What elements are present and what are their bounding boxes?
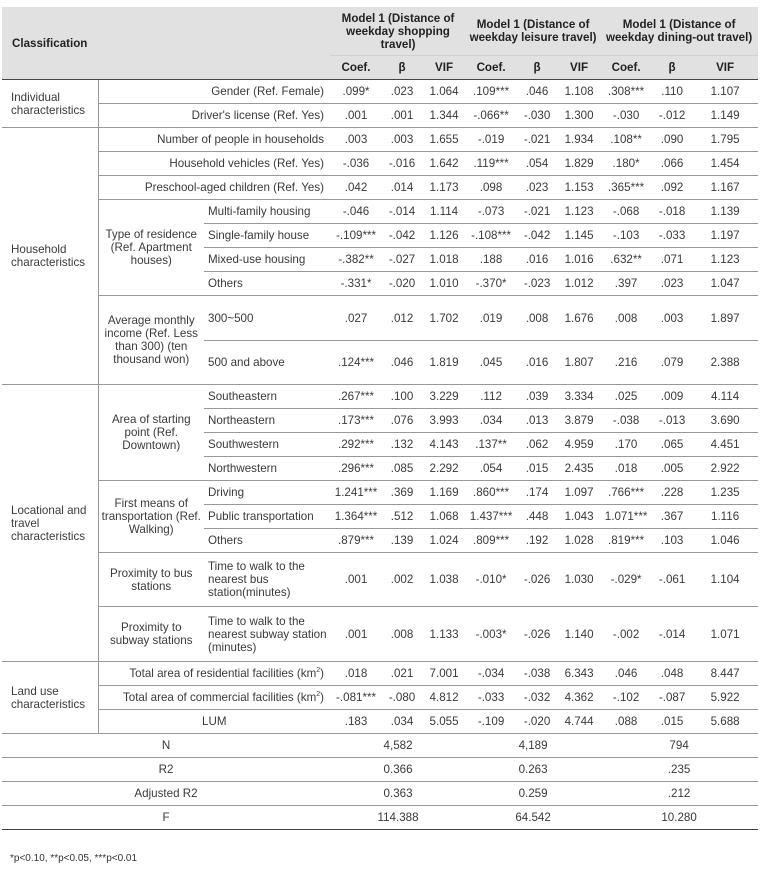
coef-cell: .001 xyxy=(330,553,382,607)
vif-cell: 2.388 xyxy=(692,341,758,385)
beta-cell: .174 xyxy=(516,481,558,505)
vif-cell: 1.028 xyxy=(558,529,600,553)
beta-cell: .054 xyxy=(516,152,558,176)
coef-cell: -.066** xyxy=(466,104,516,128)
unit-suffix: ) xyxy=(320,691,325,704)
vif-cell: 5.688 xyxy=(692,710,758,734)
coef-cell: -.109*** xyxy=(330,224,382,248)
row-label: Gender (Ref. Female) xyxy=(98,80,330,104)
vif-cell: 7.001 xyxy=(422,662,466,686)
group-locational: Locational and travel characteristics xyxy=(2,385,98,662)
vif-cell: 1.173 xyxy=(422,176,466,200)
row-label: Multi-family housing xyxy=(204,200,330,224)
coef-cell: -.331* xyxy=(330,272,382,296)
stat-value: .235 xyxy=(600,758,758,782)
beta-cell: .079 xyxy=(652,341,692,385)
coef-cell: -.370* xyxy=(466,272,516,296)
beta-cell: .046 xyxy=(382,341,422,385)
table-row xyxy=(2,152,758,176)
coef-cell: .119*** xyxy=(466,152,516,176)
coef-cell: .018 xyxy=(600,457,652,481)
beta-cell: .039 xyxy=(516,385,558,409)
beta-cell: .085 xyxy=(382,457,422,481)
stat-value: 794 xyxy=(600,734,758,758)
row-label: Household vehicles (Ref. Yes) xyxy=(98,152,330,176)
coef-cell: .034 xyxy=(466,409,516,433)
group-individual: Individual characteristics xyxy=(2,80,98,128)
vif-cell: 1.454 xyxy=(692,152,758,176)
vif-cell: 1.097 xyxy=(558,481,600,505)
beta-header: β xyxy=(382,56,422,80)
coef-cell: .879*** xyxy=(330,529,382,553)
coef-cell: 1.241*** xyxy=(330,481,382,505)
row-label: Time to walk to the nearest bus station(minutes) xyxy=(204,553,330,607)
row-label: Southwestern xyxy=(204,433,330,457)
vif-cell: 1.030 xyxy=(558,553,600,607)
table-row xyxy=(2,481,758,505)
beta-cell: .015 xyxy=(516,457,558,481)
subgroup-bus-proximity: Proximity to bus stations xyxy=(98,553,204,607)
stat-value: 4,582 xyxy=(330,734,466,758)
coef-cell: .025 xyxy=(600,385,652,409)
beta-cell: .008 xyxy=(516,296,558,341)
stats-row xyxy=(2,734,758,758)
beta-cell: -.014 xyxy=(382,200,422,224)
coef-cell: .045 xyxy=(466,341,516,385)
subgroup-area: Area of starting point (Ref. Downtown) xyxy=(98,385,204,481)
vif-cell: 1.046 xyxy=(692,529,758,553)
vif-cell: 4.812 xyxy=(422,686,466,710)
vif-cell: 1.047 xyxy=(692,272,758,296)
coef-cell: -.382** xyxy=(330,248,382,272)
beta-cell: -.014 xyxy=(652,607,692,662)
vif-cell: 1.024 xyxy=(422,529,466,553)
vif-cell: 1.123 xyxy=(558,200,600,224)
significance-note: *p<0.10, **p<0.05, ***p<0.01 xyxy=(10,853,138,864)
coef-cell: 1.071*** xyxy=(600,505,652,529)
vif-cell: 1.145 xyxy=(558,224,600,248)
coef-header: Coef. xyxy=(330,56,382,80)
beta-cell: .065 xyxy=(652,433,692,457)
beta-cell: .132 xyxy=(382,433,422,457)
coef-cell: .397 xyxy=(600,272,652,296)
row-label: Mixed-use housing xyxy=(204,248,330,272)
beta-cell: -.027 xyxy=(382,248,422,272)
vif-cell: 2.435 xyxy=(558,457,600,481)
vif-cell: 6.343 xyxy=(558,662,600,686)
regression-results-table xyxy=(2,7,758,830)
vif-cell: 1.235 xyxy=(692,481,758,505)
stat-value: 0.363 xyxy=(330,782,466,806)
coef-cell: .183 xyxy=(330,710,382,734)
beta-cell: .448 xyxy=(516,505,558,529)
row-label: Southeastern xyxy=(204,385,330,409)
stat-value: 4,189 xyxy=(466,734,600,758)
vif-cell: 1.197 xyxy=(692,224,758,248)
coef-header: Coef. xyxy=(466,56,516,80)
vif-cell: 1.897 xyxy=(692,296,758,341)
vif-cell: 3.690 xyxy=(692,409,758,433)
row-label: 300~500 xyxy=(204,296,330,341)
vif-cell: 1.829 xyxy=(558,152,600,176)
coef-cell: .098 xyxy=(466,176,516,200)
coef-cell: -.002 xyxy=(600,607,652,662)
row-label: Public transportation xyxy=(204,505,330,529)
vif-cell: 1.038 xyxy=(422,553,466,607)
beta-cell: .016 xyxy=(516,248,558,272)
vif-cell: 1.068 xyxy=(422,505,466,529)
beta-cell: .023 xyxy=(652,272,692,296)
coef-cell: -.068 xyxy=(600,200,652,224)
beta-cell: .139 xyxy=(382,529,422,553)
coef-cell: .180* xyxy=(600,152,652,176)
beta-cell: .012 xyxy=(382,296,422,341)
beta-cell: -.026 xyxy=(516,607,558,662)
vif-cell: 1.819 xyxy=(422,341,466,385)
beta-cell: .090 xyxy=(652,128,692,152)
vif-cell: 4.114 xyxy=(692,385,758,409)
beta-cell: .369 xyxy=(382,481,422,505)
table-row xyxy=(2,176,758,200)
beta-cell: .016 xyxy=(516,341,558,385)
beta-cell: -.020 xyxy=(516,710,558,734)
vif-cell: 3.229 xyxy=(422,385,466,409)
vif-cell: 3.334 xyxy=(558,385,600,409)
beta-cell: -.012 xyxy=(652,104,692,128)
coef-cell: .001 xyxy=(330,104,382,128)
beta-cell: -.033 xyxy=(652,224,692,248)
stat-label: R2 xyxy=(2,758,330,782)
vif-cell: 1.123 xyxy=(692,248,758,272)
beta-cell: .228 xyxy=(652,481,692,505)
vif-cell: 1.167 xyxy=(692,176,758,200)
beta-header: β xyxy=(516,56,558,80)
row-label: Time to walk to the nearest subway station (minutes) xyxy=(204,607,330,662)
row-label: 500 and above xyxy=(204,341,330,385)
table-row xyxy=(2,104,758,128)
row-label: Total area of residential facilities $(km^2)$ xyxy=(98,662,330,686)
beta-cell: .110 xyxy=(652,80,692,104)
vif-header: VIF xyxy=(558,56,600,80)
coef-cell: .170 xyxy=(600,433,652,457)
coef-cell: -.081*** xyxy=(330,686,382,710)
stats-row xyxy=(2,758,758,782)
beta-cell: .076 xyxy=(382,409,422,433)
beta-cell: -.032 xyxy=(516,686,558,710)
vif-cell: 2.292 xyxy=(422,457,466,481)
coef-cell: -.034 xyxy=(466,662,516,686)
vif-cell: 1.149 xyxy=(692,104,758,128)
beta-cell: .192 xyxy=(516,529,558,553)
beta-cell: .100 xyxy=(382,385,422,409)
table-row xyxy=(2,200,758,224)
beta-cell: -.021 xyxy=(516,128,558,152)
beta-cell: .103 xyxy=(652,529,692,553)
beta-cell: .023 xyxy=(382,80,422,104)
table-row xyxy=(2,80,758,104)
coef-cell: -.003* xyxy=(466,607,516,662)
beta-cell: .367 xyxy=(652,505,692,529)
coef-cell: .001 xyxy=(330,607,382,662)
beta-cell: .092 xyxy=(652,176,692,200)
row-label: Northeastern xyxy=(204,409,330,433)
coef-cell: -.046 xyxy=(330,200,382,224)
table-row xyxy=(2,662,758,686)
table-row xyxy=(2,553,758,607)
vif-cell: 1.133 xyxy=(422,607,466,662)
stat-value: 114.388 xyxy=(330,806,466,830)
beta-cell: -.061 xyxy=(652,553,692,607)
coef-cell: -.109 xyxy=(466,710,516,734)
stat-value: 10.280 xyxy=(600,806,758,830)
vif-cell: 1.114 xyxy=(422,200,466,224)
vif-cell: 1.153 xyxy=(558,176,600,200)
vif-cell: 5.922 xyxy=(692,686,758,710)
vif-cell: 1.018 xyxy=(422,248,466,272)
model-shopping-header: Model 1 (Distance of weekday shopping travel) xyxy=(330,7,466,56)
beta-cell: -.038 xyxy=(516,662,558,686)
stat-label: N xyxy=(2,734,330,758)
classification-header: Classification xyxy=(2,7,330,80)
coef-cell: -.036 xyxy=(330,152,382,176)
vif-cell: 1.934 xyxy=(558,128,600,152)
beta-cell: .015 xyxy=(652,710,692,734)
vif-cell: 1.140 xyxy=(558,607,600,662)
group-landuse: Land use characteristics xyxy=(2,662,98,734)
coef-cell: .188 xyxy=(466,248,516,272)
beta-cell: .009 xyxy=(652,385,692,409)
coef-cell: .308*** xyxy=(600,80,652,104)
beta-cell: .071 xyxy=(652,248,692,272)
coef-cell: -.073 xyxy=(466,200,516,224)
subgroup-transport: First means of transportation (Ref. Walking) xyxy=(98,481,204,553)
vif-cell: 2.922 xyxy=(692,457,758,481)
coef-cell: .809*** xyxy=(466,529,516,553)
coef-cell: .003 xyxy=(330,128,382,152)
beta-header: β xyxy=(652,56,692,80)
vif-cell: 1.655 xyxy=(422,128,466,152)
beta-cell: .008 xyxy=(382,607,422,662)
coef-cell: .292*** xyxy=(330,433,382,457)
row-label: Preschool-aged children (Ref. Yes) xyxy=(98,176,330,200)
vif-cell: 1.064 xyxy=(422,80,466,104)
beta-cell: .013 xyxy=(516,409,558,433)
vif-cell: 1.807 xyxy=(558,341,600,385)
coef-cell: -.033 xyxy=(466,686,516,710)
beta-cell: .023 xyxy=(516,176,558,200)
row-label: Driving xyxy=(204,481,330,505)
vif-cell: 1.139 xyxy=(692,200,758,224)
beta-cell: .001 xyxy=(382,104,422,128)
stats-row xyxy=(2,806,758,830)
row-label: Number of people in households xyxy=(98,128,330,152)
vif-cell: 1.104 xyxy=(692,553,758,607)
coef-cell: -.108*** xyxy=(466,224,516,248)
model-leisure-header: Model 1 (Distance of weekday leisure travel) xyxy=(466,7,600,56)
coef-cell: .137** xyxy=(466,433,516,457)
model-dining-header: Model 1 (Distance of weekday dining-out travel) xyxy=(600,7,758,56)
coef-cell: .216 xyxy=(600,341,652,385)
vif-cell: 4.744 xyxy=(558,710,600,734)
coef-cell: .819*** xyxy=(600,529,652,553)
stat-value: .212 xyxy=(600,782,758,806)
vif-cell: 1.126 xyxy=(422,224,466,248)
vif-cell: 1.108 xyxy=(558,80,600,104)
beta-cell: -.042 xyxy=(516,224,558,248)
coef-cell: .109*** xyxy=(466,80,516,104)
subgroup-income: Average monthly income (Ref. Less than 300) (ten thousand won) xyxy=(98,296,204,385)
vif-header: VIF xyxy=(422,56,466,80)
beta-cell: .062 xyxy=(516,433,558,457)
vif-cell: 3.993 xyxy=(422,409,466,433)
table-row xyxy=(2,128,758,152)
subgroup-subway-proximity: Proximity to subway stations xyxy=(98,607,204,662)
coef-cell: .267*** xyxy=(330,385,382,409)
vif-cell: 1.169 xyxy=(422,481,466,505)
vif-cell: 1.116 xyxy=(692,505,758,529)
beta-cell: .003 xyxy=(652,296,692,341)
coef-cell: .112 xyxy=(466,385,516,409)
coef-cell: .088 xyxy=(600,710,652,734)
beta-cell: .066 xyxy=(652,152,692,176)
stat-value: 0.263 xyxy=(466,758,600,782)
vif-cell: 1.642 xyxy=(422,152,466,176)
coef-cell: .008 xyxy=(600,296,652,341)
coef-cell: -.102 xyxy=(600,686,652,710)
coef-cell: .124*** xyxy=(330,341,382,385)
beta-cell: .014 xyxy=(382,176,422,200)
vif-cell: 4.143 xyxy=(422,433,466,457)
coef-cell: -.030 xyxy=(600,104,652,128)
vif-cell: 1.016 xyxy=(558,248,600,272)
vif-cell: 1.300 xyxy=(558,104,600,128)
coef-cell: 1.437*** xyxy=(466,505,516,529)
coef-cell: .860*** xyxy=(466,481,516,505)
stat-label: F xyxy=(2,806,330,830)
beta-cell: -.042 xyxy=(382,224,422,248)
group-household: Household characteristics xyxy=(2,128,98,385)
coef-cell: .365*** xyxy=(600,176,652,200)
coef-cell: .054 xyxy=(466,457,516,481)
beta-cell: .512 xyxy=(382,505,422,529)
vif-cell: 1.676 xyxy=(558,296,600,341)
row-label: Others xyxy=(204,529,330,553)
beta-cell: -.016 xyxy=(382,152,422,176)
beta-cell: -.023 xyxy=(516,272,558,296)
coef-cell: 1.364*** xyxy=(330,505,382,529)
row-label: Single-family house xyxy=(204,224,330,248)
table-row xyxy=(2,686,758,710)
coef-cell: .018 xyxy=(330,662,382,686)
table-row xyxy=(2,296,758,341)
beta-cell: .021 xyxy=(382,662,422,686)
table-row xyxy=(2,607,758,662)
table-row xyxy=(2,710,758,734)
stats-row xyxy=(2,782,758,806)
unit-superscript: 2 xyxy=(316,667,321,675)
beta-cell: .003 xyxy=(382,128,422,152)
beta-cell: -.018 xyxy=(652,200,692,224)
vif-cell: 8.447 xyxy=(692,662,758,686)
coef-cell: .173*** xyxy=(330,409,382,433)
vif-cell: 1.043 xyxy=(558,505,600,529)
stat-value: 0.366 xyxy=(330,758,466,782)
vif-cell: 1.795 xyxy=(692,128,758,152)
coef-cell: .046 xyxy=(600,662,652,686)
coef-cell: .296*** xyxy=(330,457,382,481)
vif-cell: 1.012 xyxy=(558,272,600,296)
clipped-caption-remnant xyxy=(0,0,762,6)
vif-cell: 1.344 xyxy=(422,104,466,128)
vif-cell: 5.055 xyxy=(422,710,466,734)
coef-cell: -.038 xyxy=(600,409,652,433)
vif-header: VIF xyxy=(692,56,758,80)
unit-superscript: 2 xyxy=(316,691,321,699)
coef-cell: -.103 xyxy=(600,224,652,248)
subgroup-residence: Type of residence (Ref. Apartment houses) xyxy=(98,200,204,296)
beta-cell: .034 xyxy=(382,710,422,734)
beta-cell: -.087 xyxy=(652,686,692,710)
coef-cell: .108** xyxy=(600,128,652,152)
coef-cell: .019 xyxy=(466,296,516,341)
vif-cell: 4.959 xyxy=(558,433,600,457)
coef-cell: .042 xyxy=(330,176,382,200)
row-label: Northwestern xyxy=(204,457,330,481)
stat-value: 0.259 xyxy=(466,782,600,806)
row-label: Total area of commercial facilities $(km^2)$ xyxy=(98,686,330,710)
vif-cell: 1.071 xyxy=(692,607,758,662)
vif-cell: 3.879 xyxy=(558,409,600,433)
beta-cell: .046 xyxy=(516,80,558,104)
row-label: Driver's license (Ref. Yes) xyxy=(98,104,330,128)
stat-value: 64.542 xyxy=(466,806,600,830)
beta-cell: .005 xyxy=(652,457,692,481)
row-label: LUM xyxy=(98,710,330,734)
vif-cell: 1.107 xyxy=(692,80,758,104)
coef-cell: -.019 xyxy=(466,128,516,152)
coef-cell: -.010* xyxy=(466,553,516,607)
unit-suffix: ) xyxy=(320,667,325,680)
beta-cell: -.080 xyxy=(382,686,422,710)
coef-cell: .632** xyxy=(600,248,652,272)
row-label: Others xyxy=(204,272,330,296)
vif-cell: 4.362 xyxy=(558,686,600,710)
beta-cell: .002 xyxy=(382,553,422,607)
beta-cell: -.030 xyxy=(516,104,558,128)
coef-cell: .766*** xyxy=(600,481,652,505)
beta-cell: -.021 xyxy=(516,200,558,224)
table-row xyxy=(2,385,758,409)
coef-cell: -.029* xyxy=(600,553,652,607)
coef-header: Coef. xyxy=(600,56,652,80)
beta-cell: -.013 xyxy=(652,409,692,433)
beta-cell: -.020 xyxy=(382,272,422,296)
stat-label: Adjusted R2 xyxy=(2,782,330,806)
table-body xyxy=(2,80,758,830)
coef-cell: .099* xyxy=(330,80,382,104)
coef-cell: .027 xyxy=(330,296,382,341)
beta-cell: -.026 xyxy=(516,553,558,607)
vif-cell: 1.702 xyxy=(422,296,466,341)
vif-cell: 1.010 xyxy=(422,272,466,296)
beta-cell: .048 xyxy=(652,662,692,686)
vif-cell: 4.451 xyxy=(692,433,758,457)
